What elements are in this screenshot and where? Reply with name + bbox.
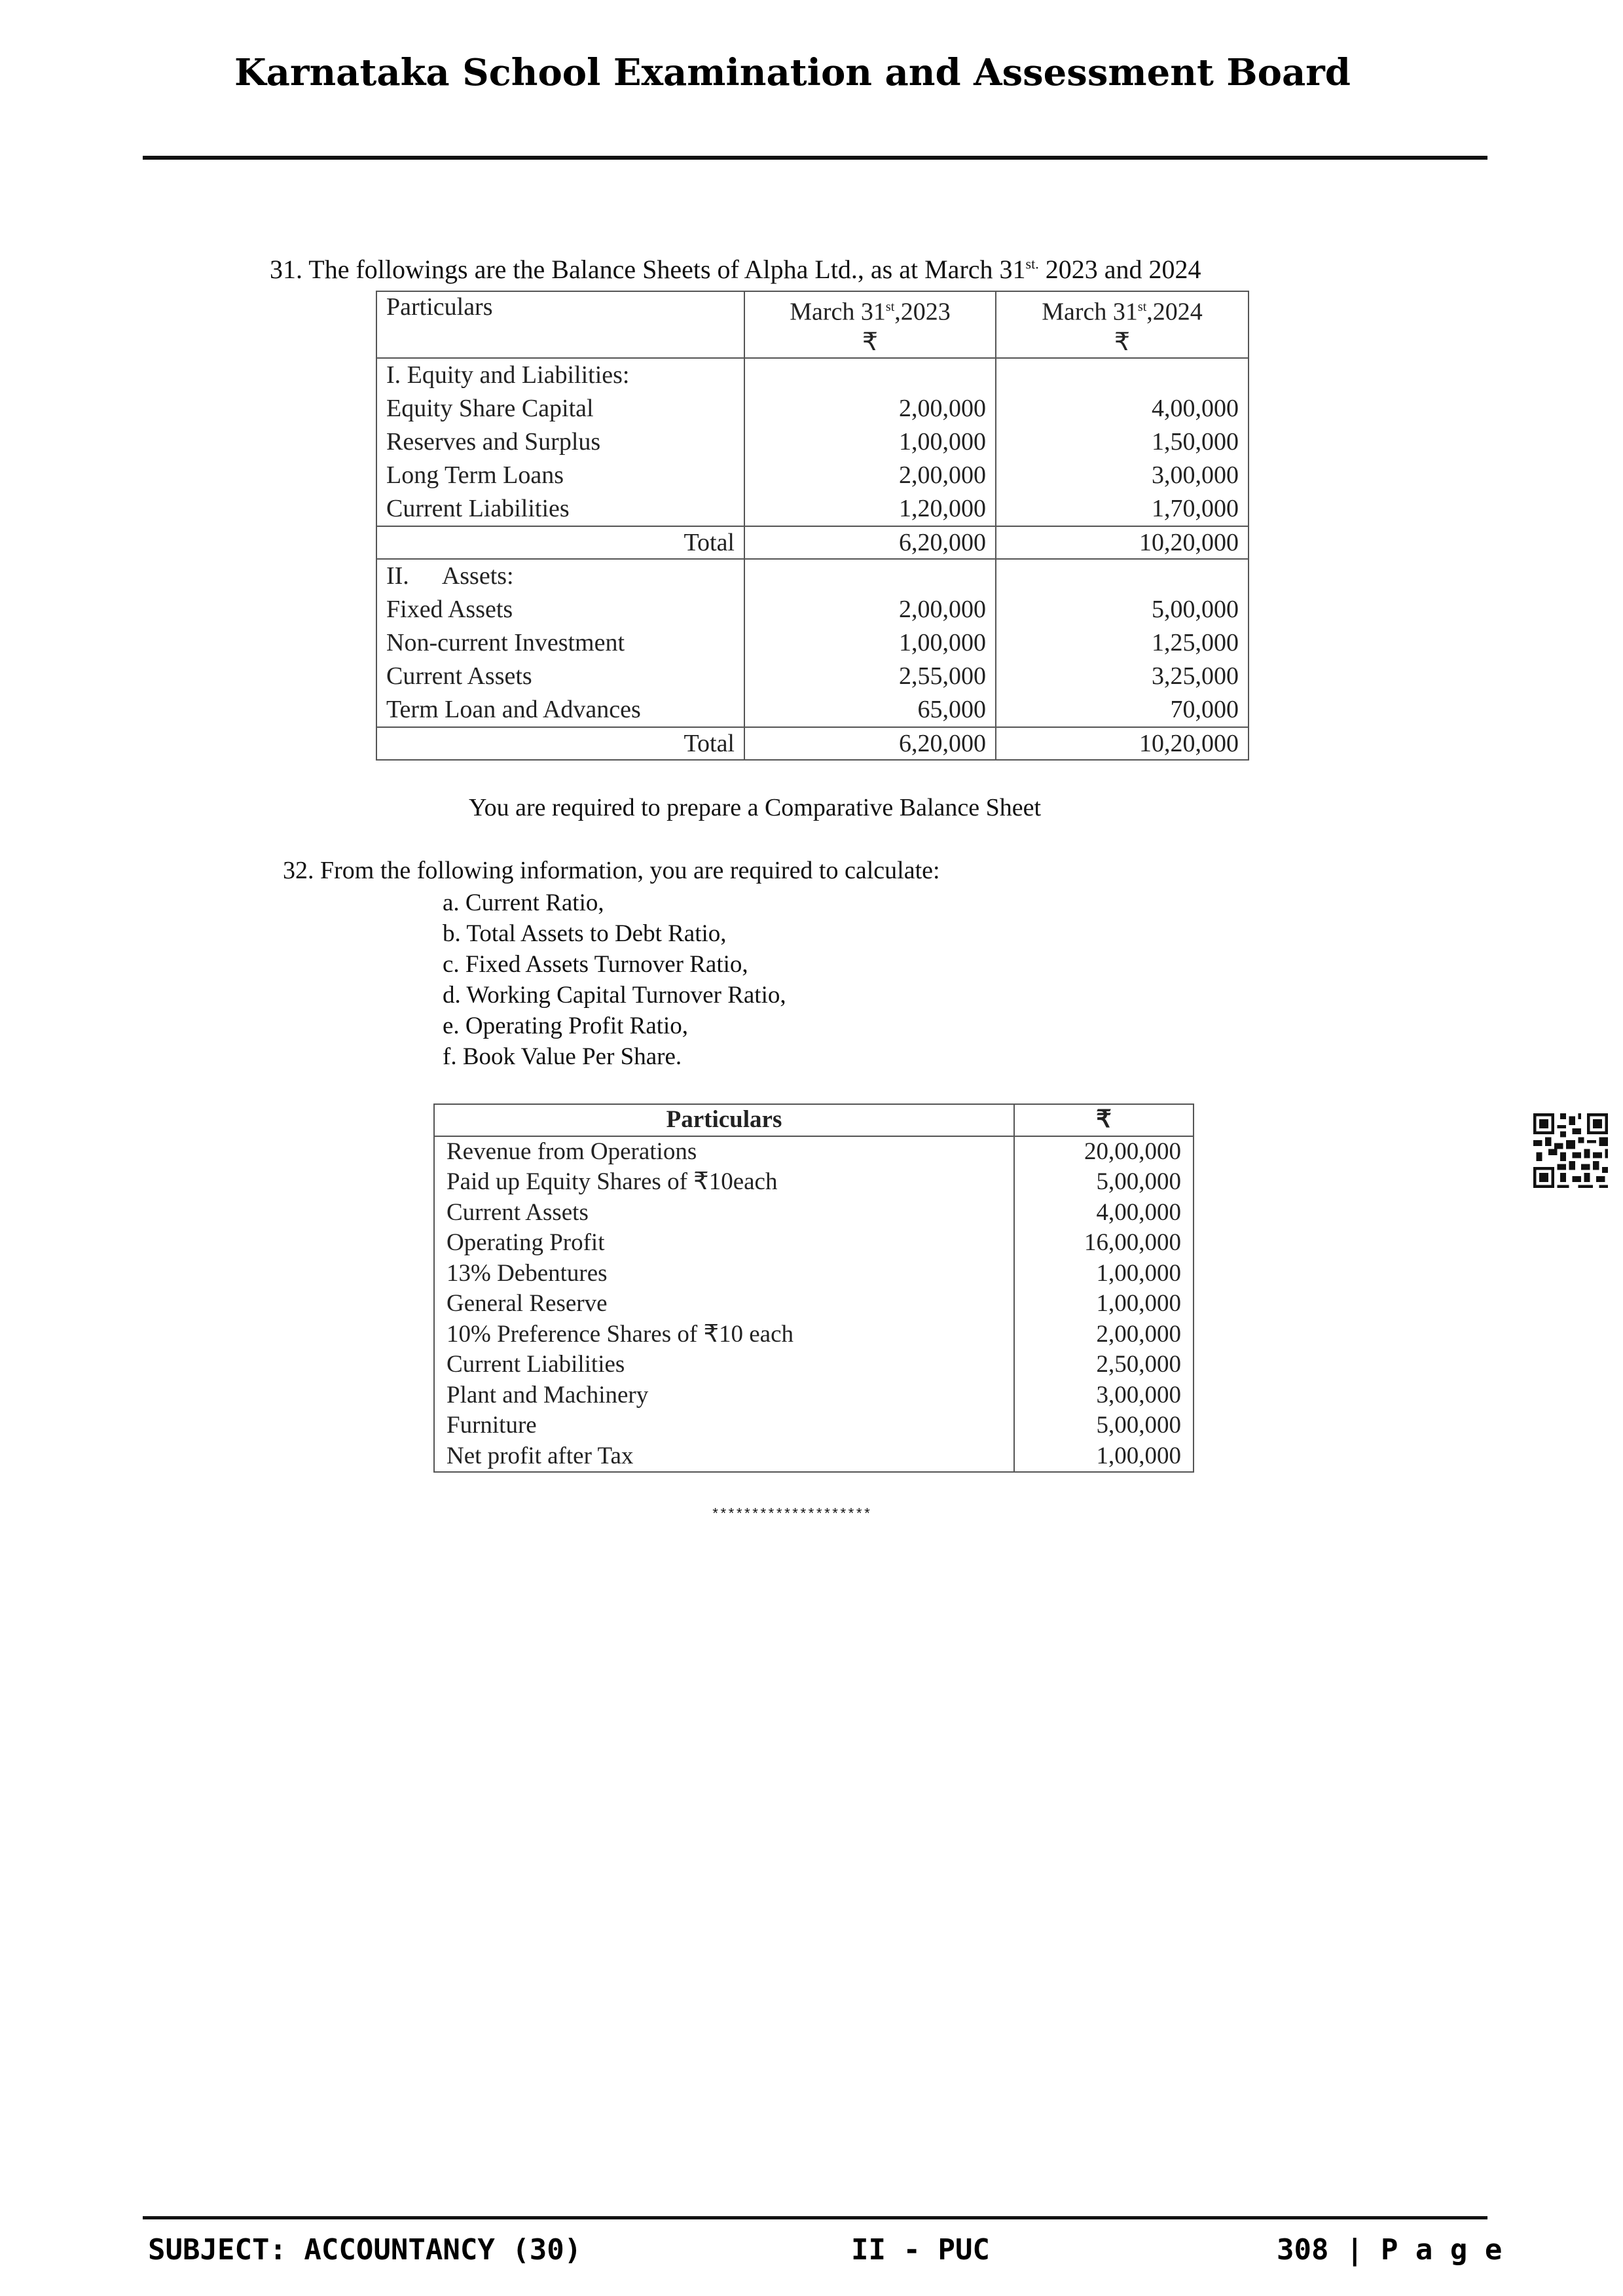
assets-total-row bbox=[376, 727, 1249, 760]
row-label: Equity Share Capital bbox=[386, 394, 594, 422]
list-item: d. Working Capital Turnover Ratio, bbox=[443, 982, 786, 1009]
row-label: Term Loan and Advances bbox=[386, 695, 641, 723]
footer-divider bbox=[143, 2216, 1487, 2219]
ratio-info-table bbox=[433, 1103, 1194, 1473]
row-label: Long Term Loans bbox=[386, 461, 564, 489]
q31-intro-text: 31. The followings are the Balance Sheets of Alpha Ltd., as at March 31 bbox=[270, 255, 1026, 284]
total-label: Total bbox=[376, 727, 744, 760]
row-amount: 20,00,000 bbox=[1084, 1138, 1181, 1165]
row-label: Revenue from Operations bbox=[447, 1138, 697, 1165]
row-label: General Reserve bbox=[447, 1290, 608, 1317]
currency-2023: ₹ bbox=[862, 328, 879, 356]
section-separator: ******************** bbox=[711, 1507, 871, 1523]
assets-heading bbox=[386, 560, 735, 593]
row-label: Plant and Machinery bbox=[447, 1381, 649, 1408]
total-2023: 6,20,000 bbox=[744, 526, 996, 559]
value-2024: 4,00,000 bbox=[1152, 394, 1239, 422]
assets-group bbox=[376, 559, 1249, 727]
page-header-title: Karnataka School Examination and Assessment Board bbox=[234, 51, 1351, 94]
row-amount: 1,00,000 bbox=[1096, 1290, 1181, 1317]
q31-intro-sup: st. bbox=[1025, 255, 1039, 272]
row-label: Paid up Equity Shares of ₹10each bbox=[447, 1168, 778, 1195]
equity-liabilities-group bbox=[376, 358, 1249, 526]
value-2023: 1,20,000 bbox=[899, 494, 986, 522]
value-2024: 1,50,000 bbox=[1152, 427, 1239, 456]
row-amount: 2,00,000 bbox=[1096, 1320, 1181, 1348]
balance-sheet-table bbox=[376, 291, 1249, 761]
value-2023: 1,00,000 bbox=[899, 628, 986, 656]
row-label: Current Liabilities bbox=[447, 1351, 625, 1378]
q31-intro-end: 2023 and 2024 bbox=[1038, 255, 1201, 284]
col-2024-sup: st bbox=[1137, 300, 1147, 314]
qr-code-icon bbox=[1533, 1113, 1608, 1189]
table-body bbox=[434, 1136, 1194, 1473]
row-label: Net profit after Tax bbox=[447, 1442, 634, 1469]
footer-subject: SUBJECT: ACCOUNTANCY (30) bbox=[148, 2233, 582, 2267]
value-2023: 1,00,000 bbox=[899, 427, 986, 456]
value-2023: 2,55,000 bbox=[899, 662, 986, 690]
header-divider bbox=[143, 156, 1487, 160]
value-2024: 1,70,000 bbox=[1152, 494, 1239, 522]
col-2023-sup: st bbox=[885, 300, 895, 314]
question-32-intro: 32. From the following information, you are required to calculate: bbox=[283, 857, 940, 884]
value-2023: 2,00,000 bbox=[899, 461, 986, 489]
equity-liabilities-heading: I. Equity and Liabilities: bbox=[386, 361, 630, 389]
row-label: 13% Debentures bbox=[447, 1259, 608, 1287]
value-2024: 70,000 bbox=[1170, 695, 1239, 723]
col-header-2024 bbox=[996, 291, 1249, 358]
list-item: e. Operating Profit Ratio, bbox=[443, 1013, 689, 1039]
col-2023-label: March 31 bbox=[790, 298, 886, 326]
row-amount: 1,00,000 bbox=[1096, 1259, 1181, 1287]
row-amount: 5,00,000 bbox=[1096, 1168, 1181, 1195]
col-2024-label: March 31 bbox=[1042, 298, 1138, 326]
row-label: Reserves and Surplus bbox=[386, 427, 601, 456]
row-amount: 4,00,000 bbox=[1096, 1198, 1181, 1226]
value-2024: 5,00,000 bbox=[1152, 595, 1239, 623]
value-2023: 2,00,000 bbox=[899, 595, 986, 623]
footer-page-number: 308 | P a g e bbox=[1277, 2233, 1503, 2267]
row-amount: 1,00,000 bbox=[1096, 1442, 1181, 1469]
q31-requirement: You are required to prepare a Comparative Balance Sheet bbox=[469, 794, 1042, 821]
table-header-row bbox=[376, 291, 1249, 358]
assets-heading-num: II. bbox=[386, 562, 409, 590]
row-label: Current Assets bbox=[386, 662, 532, 690]
value-2024: 3,25,000 bbox=[1152, 662, 1239, 690]
total-2024: 10,20,000 bbox=[996, 526, 1249, 559]
value-2023: 2,00,000 bbox=[899, 394, 986, 422]
list-item: a. Current Ratio, bbox=[443, 889, 604, 916]
col-header-particulars: Particulars bbox=[434, 1104, 1014, 1136]
row-label: Current Liabilities bbox=[386, 494, 570, 522]
q32-item-list bbox=[443, 888, 786, 1072]
col-header-2023 bbox=[744, 291, 996, 358]
assets-heading-text: Assets: bbox=[441, 562, 514, 590]
row-amount: 16,00,000 bbox=[1084, 1229, 1181, 1256]
row-amount: 2,50,000 bbox=[1096, 1351, 1181, 1378]
row-label: Operating Profit bbox=[447, 1229, 605, 1256]
col-2024-year: ,2024 bbox=[1146, 298, 1203, 326]
list-item: f. Book Value Per Share. bbox=[443, 1043, 682, 1070]
total-2024: 10,20,000 bbox=[996, 727, 1249, 760]
col-2023-year: ,2023 bbox=[894, 298, 951, 326]
list-item: c. Fixed Assets Turnover Ratio, bbox=[443, 951, 748, 978]
row-amount: 5,00,000 bbox=[1096, 1412, 1181, 1439]
value-2023: 65,000 bbox=[917, 695, 986, 723]
total-label: Total bbox=[376, 526, 744, 559]
list-item: b. Total Assets to Debt Ratio, bbox=[443, 920, 727, 947]
row-label: Current Assets bbox=[447, 1198, 589, 1226]
row-label: Fixed Assets bbox=[386, 595, 513, 623]
value-2024: 3,00,000 bbox=[1152, 461, 1239, 489]
table-header-row bbox=[434, 1104, 1194, 1136]
currency-2024: ₹ bbox=[1114, 328, 1131, 356]
footer-class: II - PUC bbox=[851, 2233, 990, 2267]
row-label: Furniture bbox=[447, 1412, 537, 1439]
col-header-particulars: Particulars bbox=[376, 291, 744, 358]
total-2023: 6,20,000 bbox=[744, 727, 996, 760]
question-31-intro bbox=[270, 254, 1201, 285]
value-2024: 1,25,000 bbox=[1152, 628, 1239, 656]
row-label: Non-current Investment bbox=[386, 628, 625, 656]
col-header-amount: ₹ bbox=[1014, 1104, 1194, 1136]
equity-total-row bbox=[376, 526, 1249, 559]
row-label: 10% Preference Shares of ₹10 each bbox=[447, 1320, 793, 1348]
row-amount: 3,00,000 bbox=[1096, 1381, 1181, 1408]
